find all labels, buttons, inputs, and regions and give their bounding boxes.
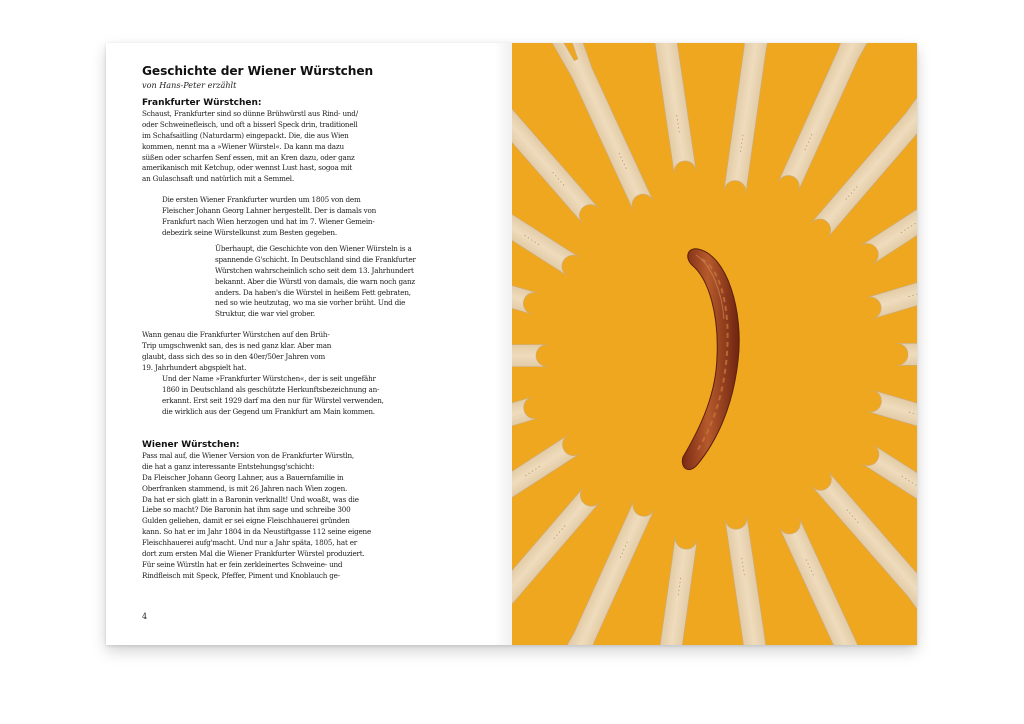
gutter-shadow xyxy=(494,43,512,645)
paragraph-frankfurter-3: Überhaupt, die Geschichte von den Wiener Würsteln is a spannende G'schicht. In Deutschland sind die Frankfurter Würstchen wahrscheinlich scho seit dem 13. Jahrhundert bekannt. Aber die Würstl von damals, die warn noch ganz anders. Da haben's die Würstel in heißem Fett gebraten, ned so wie heutzutag, wo ma sie vorher brüht. Und die Struktur, die war viel grober. xyxy=(215,244,416,319)
paragraph-frankfurter-5: Und der Name »Frankfurter Würstchen«, der is seit ungefähr 1860 in Deutschland als geschützte Herkunftsbezeichnung an- erkannt. Erst seit 1929 darf ma den nur für Würstel verwenden, die wirklich aus der Gegend um Frankfurt am Main kommen. xyxy=(162,374,384,416)
right-page-illustration xyxy=(512,43,917,645)
paragraph-frankfurter-1: Schaust, Frankfurter sind so dünne Brühwürstl aus Rind- und/ oder Schweinefleisch, und oft a bisserl Speck drin, traditionell im Schafsaitling (Naturdarm) eingepackt. Die, die aus Wien kommen, nennt ma a »Wiener Würstel«. Da kann ma dazu süßen oder scharfen Senf essen, mit an Kren dazu, oder ganz amerikanisch mit Ketchup, oder wennst Lust hast, sogoa mit an Gulaschsaft und natürlich mit a Semmel. xyxy=(142,109,358,184)
page-number: 4 xyxy=(142,612,148,621)
page-title: Geschichte der Wiener Würstchen xyxy=(142,64,374,78)
paragraph-wiener-1: Pass mal auf, die Wiener Version von de Frankfurter Würstln, die hat a ganz interessante Entstehungsg'schicht: Da Fleischer Johann Georg Lahner, aus a Bauernfamilie in Oberfranken stammend, is mit 26 Jahren nach Wien zogen. Da hat er sich glatt in a Baronin verknallt! Und woaßt, was die Liebe so macht? Die Baronin hat ihm sage und schreibe 300 Gulden geliehen, damit er sei eigne Fleischhauerei gründen kann. So hat er im Jahr 1804 in da Neustiftgasse 112 seine eigene Fleischhauerei aufg'macht. Und nur a Jahr späta, 1805, hat er dort zum ersten Mal die Wiener Frankfurter Würstel produziert. Für seine Würstln hat er fein zerkleinertes Schweine- und Rindfleisch mit Speck, Pfeffer, Piment und Knoblauch ge- xyxy=(142,451,372,580)
left-page xyxy=(106,43,512,645)
book-spread xyxy=(106,43,917,645)
sausage-fork-illustration xyxy=(512,43,917,645)
heading-wiener: Wiener Würstchen: xyxy=(142,440,240,450)
background-fill xyxy=(512,43,917,645)
paragraph-frankfurter-4: Wann genau die Frankfurter Würstchen auf den Brüh- Trip umgschwenkt san, des is ned ganz klar. Aber man glaubt, dass sich des so in den 40er/50er Jahren vom 19. Jahrhundert abgspielt hat. xyxy=(142,330,332,372)
byline: von Hans-Peter erzählt xyxy=(142,80,237,90)
heading-frankfurter: Frankfurter Würstchen: xyxy=(142,98,262,108)
paragraph-frankfurter-2: Die ersten Wiener Frankfurter wurden um 1805 von dem Fleischer Johann Georg Lahner hergestellt. Der is damals von Frankfurt nach Wien herzogen und hat im 7. Wiener Gemein- debezirk seine Würstelkunst zum Besten gegeben. xyxy=(162,195,377,237)
